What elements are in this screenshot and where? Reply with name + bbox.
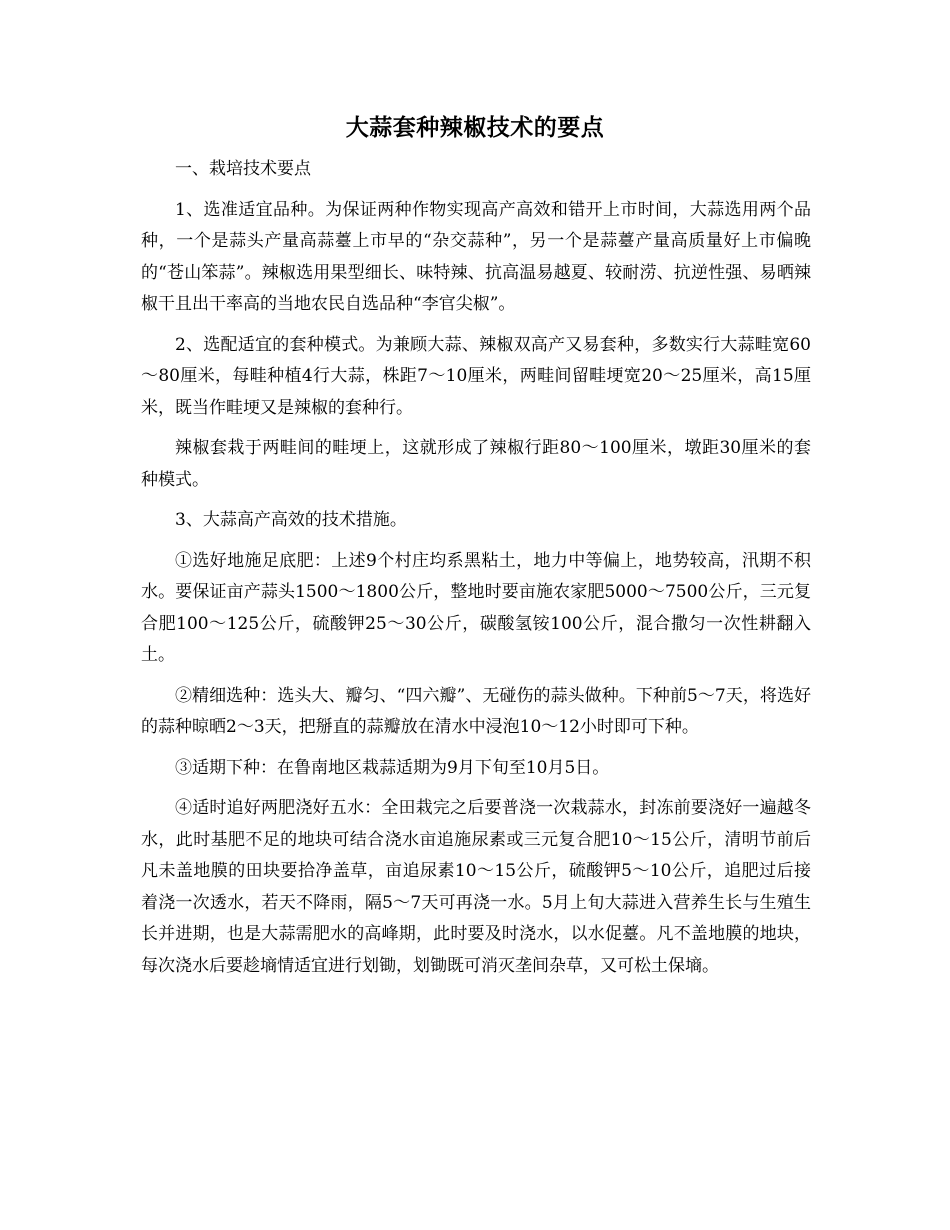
section-heading: 一、栽培技术要点 <box>175 159 311 179</box>
paragraph-intercrop-mode: 2、选配适宜的套种模式。为兼顾大蒜、辣椒双高产又易套种，多数实行大蒜畦宽60～80厘米，每畦种植4行大蒜，株距7～10厘米，两畦间留畦埂宽20～25厘米，高15厘米，既当作畦埂又是辣椒的套种行。 <box>141 334 811 418</box>
paragraph-seed-selection: ②精细选种：选头大、瓣匀、“四六瓣”、无碰伤的蒜头做种。下种前5～7天，将选好的蒜种晾晒2～3天，把掰直的蒜瓣放在清水中浸泡10～12小时即可下种。 <box>141 685 811 737</box>
paragraph-soil-fertilizer: ①选好地施足底肥：上述9个村庄均系黑粘土，地力中等偏上，地势较高，汛期不积水。要保证亩产蒜头1500～1800公斤，整地时要亩施农家肥5000～7500公斤，三元复合肥100～125公斤，硫酸钾25～30公斤，碳酸氢铵100公斤，混合撒匀一次性耕翻入土。 <box>141 550 811 665</box>
paragraph-garlic-measures-heading: 3、大蒜高产高效的技术措施。 <box>175 510 407 530</box>
paragraph-fertilize-irrigate: ④适时追好两肥浇好五水：全田栽完之后要普浇一次栽蒜水，封冻前要浇好一遍越冬水，此时基肥不足的地块可结合浇水亩追施尿素或三元复合肥10～15公斤，清明节前后凡未盖地膜的田块要拾净盖草，亩追尿素10～15公斤，硫酸钾5～10公斤，追肥过后接着浇一次透水，若天不降雨，隔5～7天可再浇一水。5月上旬大蒜进入营养生长与生殖生长并进期，也是大蒜需肥水的高峰期，此时要及时浇水，以水促薹。凡不盖地膜的地块，每次浇水后要趁墒情适宜进行划锄，划锄既可消灭垄间杂草，又可松土保墒。 <box>141 798 811 976</box>
paragraph-variety-selection: 1、选准适宜品种。为保证两种作物实现高产高效和错开上市时间，大蒜选用两个品种，一个是蒜头产量高蒜薹上市早的“杂交蒜种”，另一个是蒜薹产量高质量好上市偏晚的“苍山笨蒜”。辣椒选用果型细长、味特辣、抗高温易越夏、较耐涝、抗逆性强、易晒辣椒干且出干率高的当地农民自选品种“李官尖椒”。 <box>141 199 811 314</box>
paragraph-pepper-spacing: 辣椒套栽于两畦间的畦埂上，这就形成了辣椒行距80～100厘米，墩距30厘米的套种模式。 <box>141 438 811 490</box>
paragraph-sowing-time: ③适期下种：在鲁南地区栽蒜适期为9月下旬至10月5日。 <box>175 757 610 778</box>
document-title: 大蒜套种辣椒技术的要点 <box>345 115 605 141</box>
document-body <box>141 154 811 991</box>
